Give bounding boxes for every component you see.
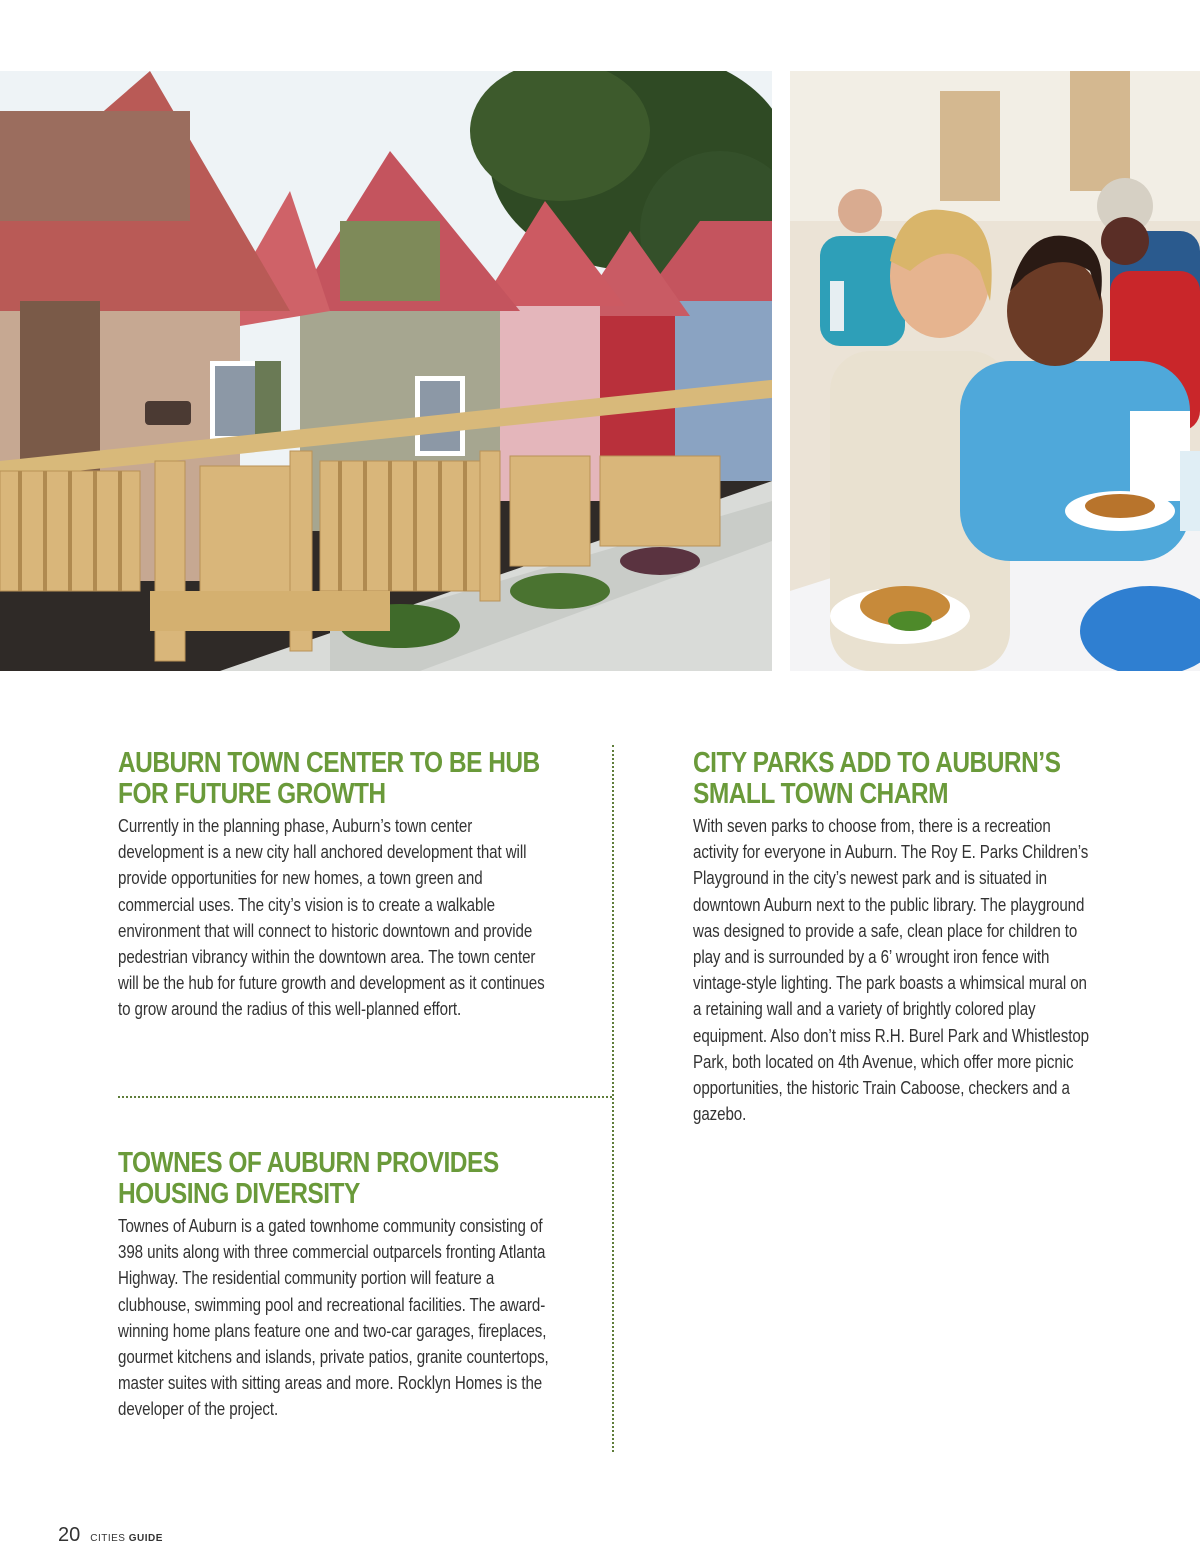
article-town-center <box>118 748 558 1023</box>
body-town-center: Currently in the planning phase, Auburn’s town center development is a new city hall anchored development that will provide opportunities for new homes, a town green and commercial uses. The city’s vision is to create a walkable environment that will connect to historic downtown and provide pedestrian vibrancy within the downtown area. The town center will be the hub for future growth and development as it continues to grow around the radius of this well-planned effort. <box>118 816 545 1020</box>
cottages-photo <box>0 71 772 671</box>
luncheon-photo <box>790 71 1200 671</box>
page-number: 20 <box>58 1524 81 1546</box>
headline-townes: TOWNES OF AUBURN PROVIDES HOUSING DIVERSITY <box>118 1147 499 1210</box>
vertical-divider <box>612 745 614 1452</box>
horizontal-divider <box>118 1096 612 1098</box>
page-footer <box>58 1524 163 1547</box>
publication-prefix: CITIES <box>90 1533 126 1544</box>
article-city-parks <box>693 748 1093 1127</box>
publication-bold: GUIDE <box>128 1533 163 1544</box>
publication-name <box>90 1533 163 1544</box>
article-townes <box>118 1148 558 1423</box>
body-townes: Townes of Auburn is a gated townhome community consisting of 398 units along with three commercial outparcels fronting Atlanta Highway. The residential community portion will feature a clubhouse, swimming pool and recreational facilities. The award-winning home plans feature one and two-car garages, fireplaces, gourmet kitchens and islands, private patios, granite countertops, master suites with sitting areas and more. Rocklyn Homes is the developer of the project. <box>118 1216 549 1420</box>
headline-city-parks: CITY PARKS ADD TO AUBURN’S SMALL TOWN CHARM <box>693 747 1061 810</box>
headline-town-center: AUBURN TOWN CENTER TO BE HUB FOR FUTURE GROWTH <box>118 747 540 810</box>
body-city-parks: With seven parks to choose from, there is a recreation activity for everyone in Auburn. The Roy E. Parks Children’s Playground in the city’s newest park and is situated in downtown Auburn next to the public library. The playground was designed to provide a safe, clean place for children to play and is surrounded by a 6’ wrought iron fence with vintage-style lighting. The park boasts a whimsical mural on a retaining wall and a variety of brightly colored play equipment. Also don’t miss R.H. Burel Park and Whistlestop Park, both located on 4th Avenue, which offer more picnic opportunities, the historic Train Caboose, checkers and a gazebo. <box>693 816 1089 1125</box>
